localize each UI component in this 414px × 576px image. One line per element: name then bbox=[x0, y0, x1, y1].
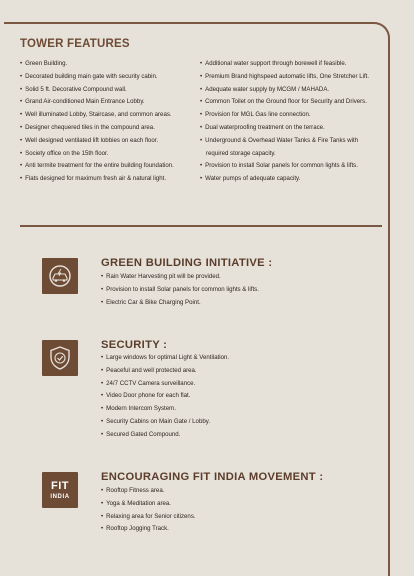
fit-india-logo bbox=[42, 472, 78, 508]
green-building-list bbox=[101, 271, 259, 309]
list-item: • Yoga & Meditation area. bbox=[101, 499, 171, 507]
shield-check-glyph bbox=[48, 345, 72, 371]
list-item: • Society office on the 15th floor. bbox=[20, 149, 109, 157]
fit-logo-word: FIT bbox=[51, 479, 69, 492]
green-building-title: GREEN BUILDING INITIATIVE : bbox=[101, 257, 273, 269]
list-item: • Large windows for optimal Light & Ventilation. bbox=[101, 354, 230, 361]
list-item-continuation: required storage capacity. bbox=[206, 149, 276, 157]
list-item: • Relaxing area for Senior citizens. bbox=[101, 512, 196, 520]
list-item: • Modern Intercom System. bbox=[101, 405, 176, 413]
list-item: • Video Door phone for each flat. bbox=[101, 392, 191, 400]
list-item: • Water pumps of adequate capacity. bbox=[200, 175, 301, 183]
list-item: • Green Building. bbox=[20, 60, 68, 67]
fit-india-logo-text bbox=[50, 481, 69, 500]
list-item: • Additional water support through borewell if feasible. bbox=[200, 60, 347, 67]
list-item: • Anti termite treatment for the entire building foundation. bbox=[20, 162, 174, 170]
list-item: • Adequate water supply by MCGM / MAHADA. bbox=[200, 85, 330, 93]
list-item: • Rain Water Harvesting pit will be provided. bbox=[101, 273, 221, 280]
tower-features-left-list bbox=[20, 58, 174, 186]
list-item: • Decorated building main gate with security cabin. bbox=[20, 72, 158, 80]
list-item: • Security Cabins on Main Gate / Lobby. bbox=[101, 417, 211, 425]
list-item: • Common Toilet on the Ground floor for Security and Drivers. bbox=[200, 98, 367, 106]
fit-india-list bbox=[101, 485, 196, 536]
list-item: • Rooftop Fitness area. bbox=[101, 487, 165, 494]
tower-features-right-list bbox=[200, 58, 369, 186]
shield-check-icon bbox=[42, 340, 78, 376]
list-item: • Well illuminated Lobby, Staircase, and common areas. bbox=[20, 111, 172, 119]
list-item: • Provision to install Solar panels for common lights & lifts. bbox=[101, 285, 259, 293]
list-item: • Electric Car & Bike Charging Point. bbox=[101, 298, 201, 306]
security-title: SECURITY : bbox=[101, 339, 168, 351]
list-item: • Solid 5 ft. Decorative Compound wall. bbox=[20, 85, 127, 93]
list-item: • Secured Gated Compound. bbox=[101, 430, 181, 438]
india-logo-word: INDIA bbox=[50, 493, 70, 500]
section-divider bbox=[20, 225, 382, 227]
list-item: • Provision to install Solar panels for common lights & lifts. bbox=[200, 162, 358, 170]
eco-car-charging-icon bbox=[42, 258, 78, 294]
list-item: • Peaceful and well protected area. bbox=[101, 366, 197, 374]
list-item: • 24/7 CCTV Camera surveillance. bbox=[101, 379, 196, 387]
security-list bbox=[101, 352, 229, 442]
list-item: • Grand Air-conditioned Main Entrance Lobby. bbox=[20, 98, 145, 106]
list-item: • Rooftop Jogging Track. bbox=[101, 525, 169, 533]
list-item: • Premium Brand highspeed automatic lifts, One Stretcher Lift. bbox=[200, 72, 370, 80]
list-item: • Underground & Overhead Water Tanks & Fire Tanks with bbox=[200, 136, 359, 144]
list-item: • Designer chequered tiles in the compound area. bbox=[20, 123, 155, 131]
fit-india-title: ENCOURAGING FIT INDIA MOVEMENT : bbox=[101, 471, 324, 483]
list-item: • Flats designed for maximum fresh air & natural light. bbox=[20, 175, 167, 183]
eco-car-charging-glyph bbox=[47, 263, 73, 289]
list-item: • Provision for MGL Gas line connection. bbox=[200, 111, 311, 119]
list-item: • Well designed ventilated lift lobbies on each floor. bbox=[20, 136, 159, 144]
tower-features-title: TOWER FEATURES bbox=[20, 38, 130, 50]
list-item: • Dual waterproofing treatment on the terrace. bbox=[200, 123, 325, 131]
